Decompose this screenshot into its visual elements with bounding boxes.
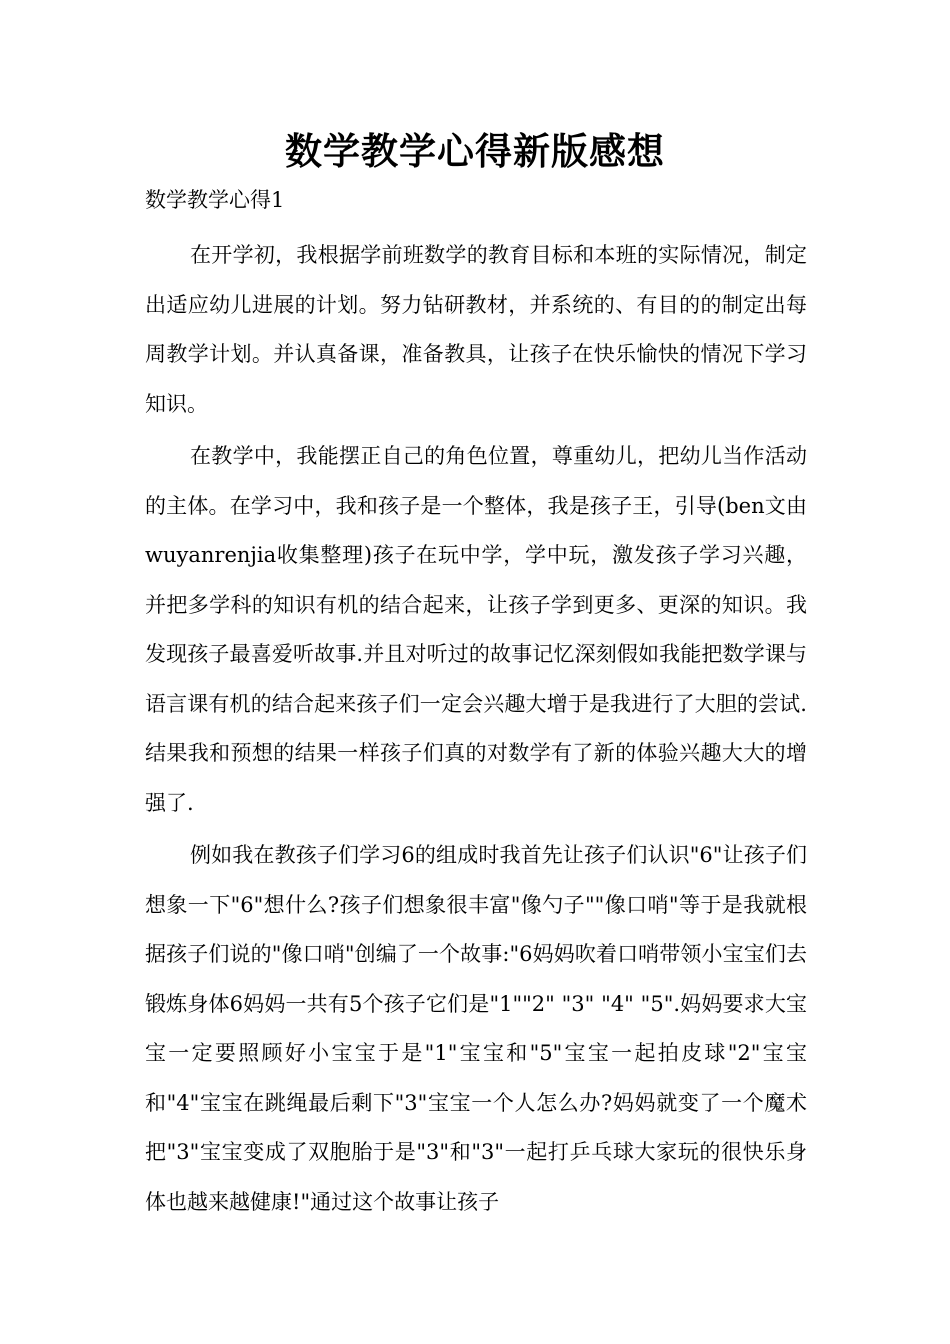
document-body [145, 231, 807, 1230]
paragraph-3: 例如我在教孩子们学习6的组成时我首先让孩子们认识"6"让孩子们想象一下"6"想什么?孩子们想象很丰富"像勺子""像口哨"等于是我就根据孩子们说的"像口哨"创编了一个故事:"6妈妈吹着口哨带领小宝宝们去锻炼身体6妈妈一共有5个孩子它们是"1""2" "3" "4" "5".妈妈要求大宝宝一定要照顾好小宝宝于是"1"宝宝和"5"宝宝一起拍皮球"2"宝宝和"4"宝宝在跳绳最后剩下"3"宝宝一个人怎么办?妈妈就变了一个魔术把"3"宝宝变成了双胞胎于是"3"和"3"一起打乒乓球大家玩的很快乐身体也越来越健康!"通过这个故事让孩子 [145, 843, 807, 1214]
document-title: 数学教学心得新版感想 [285, 130, 665, 173]
paragraph-2: 在教学中，我能摆正自己的角色位置，尊重幼儿，把幼儿当作活动的主体。在学习中，我和孩子是一个整体，我是孩子王，引导(ben文由wuyanrenjia收集整理)孩子在玩中学，学中玩，激发孩子学习兴趣，并把多学科的知识有机的结合起来，让孩子学到更多、更深的知识。我发现孩子最喜爱听故事.并且对听过的故事记忆深刻假如我能把数学课与语言课有机的结合起来孩子们一定会兴趣大增于是我进行了大胆的尝试.结果我和预想的结果一样孩子们真的对数学有了新的体验兴趣大大的增强了. [145, 444, 807, 815]
section-heading: 数学教学心得1 [145, 188, 285, 212]
paragraph-1: 在开学初，我根据学前班数学的教育目标和本班的实际情况，制定出适应幼儿进展的计划。努力钻研教材，并系统的、有目的的制定出每周教学计划。并认真备课，准备教具，让孩子在快乐愉快的情况下学习知识。 [145, 243, 807, 416]
